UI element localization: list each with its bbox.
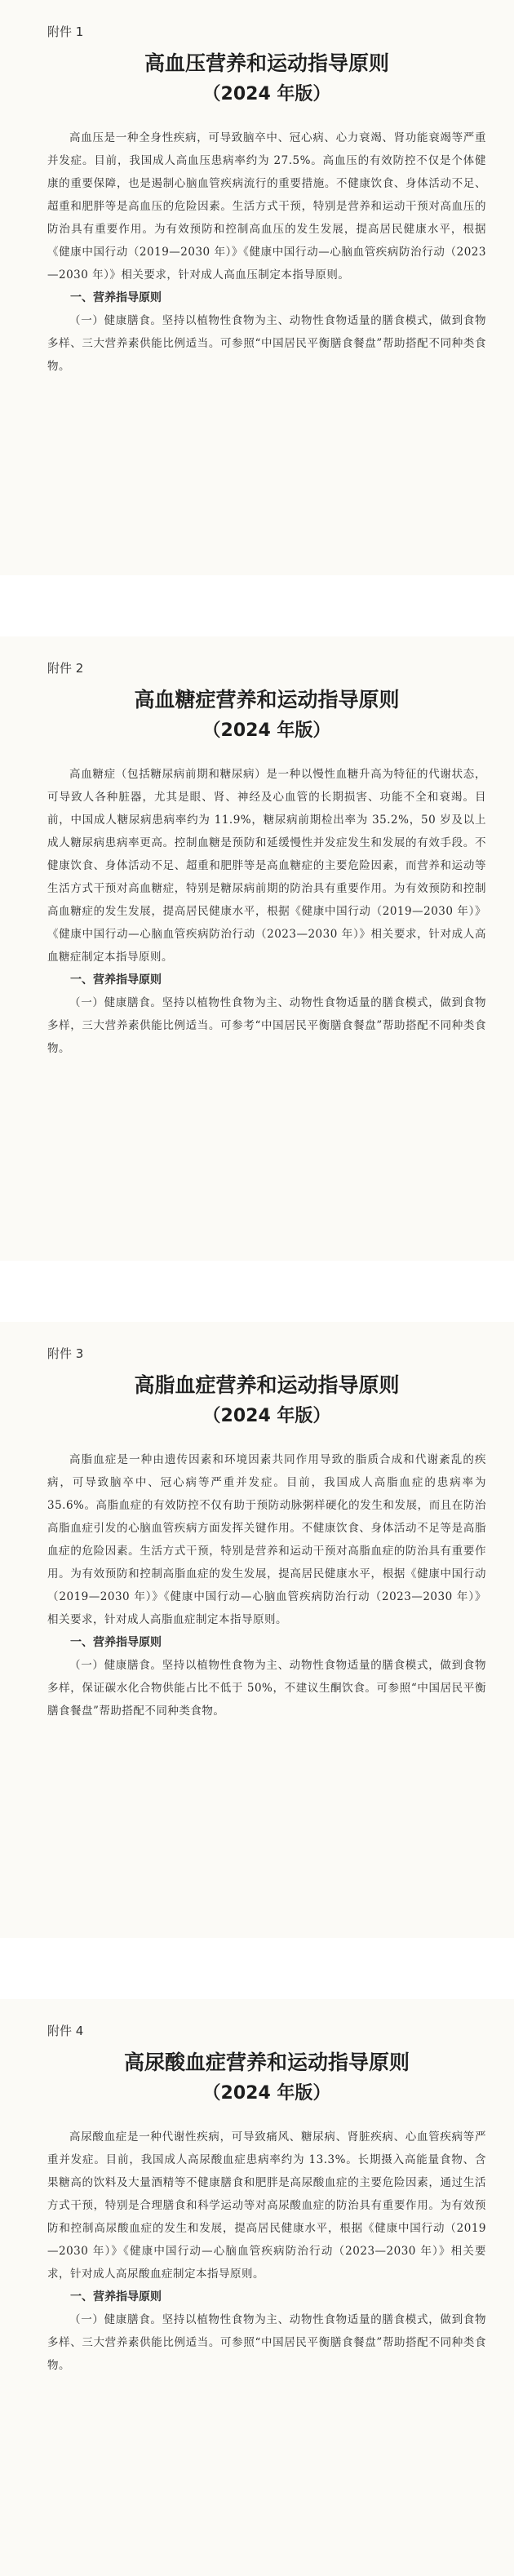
document-subtitle: （2024 年版） xyxy=(202,2083,331,2104)
document-title: 高脂血症营养和运动指导原则 xyxy=(134,1373,400,1397)
document-page-2 xyxy=(0,636,514,1261)
page-gap xyxy=(0,1938,514,1999)
diet-item: （一）健康膳食。坚持以植物性食物为主、动物性食物适量的膳食模式，做到食物多样、三大营养素供能比例适当。可参照“中国居民平衡膳食餐盘”帮助搭配不同种类食物。 xyxy=(47,314,486,373)
attachment-label: 附件 3 xyxy=(47,1346,84,1361)
section-heading: 一、营养指导原则 xyxy=(70,1636,162,1649)
intro-paragraph: 高血糖症（包括糖尿病前期和糖尿病）是一种以慢性血糖升高为特征的代谢状态，可导致人各种脏器，尤其是眼、肾、神经及心血管的长期损害、功能不全和衰竭。目前，中国成人糖尿病患病率约为 11.9%，糖尿病前期检出率为 35.2%，50 岁及以上成人糖尿病患病率更高。控制血糖是预防和延缓慢性并发症发生和发展的有效手段。不健康饮食、身体活动不足、超重和肥胖等是高血糖症的主要危险因素，而营养和运动等生活方式干预对高血糖症，特别是糖尿病前期的防治具有重要作用。为有效预防和控制高血糖症的发生发展，提高居民健康水平，根据《健康中国行动（2019—2030 年）》《健康中国行动—心脑血管疾病防治行动（2023—2030 年）》相关要求，针对成人高血糖症制定本指导原则。 xyxy=(47,768,486,964)
intro-paragraph: 高脂血症是一种由遗传因素和环境因素共同作用导致的脂质合成和代谢紊乱的疾病，可导致脑卒中、冠心病等严重并发症。目前，我国成人高脂血症的患病率为 35.6%。高脂血症的有效防控不仅有助于预防动脉粥样硬化的发生和发展，而且在防治高脂血症引发的心脑血管疾病方面发挥关键作用。不健康饮食、身体活动不足等是高脂血症的危险因素。生活方式干预，特别是营养和运动干预对高脂血症的防治具有重要作用。为有效预防和控制高脂血症的发生发展，提高居民健康水平，根据《健康中国行动（2019—2030 年）》《健康中国行动—心脑血管疾病防治行动（2023—2030 年）》相关要求，针对成人高脂血症制定本指导原则。 xyxy=(47,1453,486,1626)
attachment-label: 附件 2 xyxy=(47,661,84,676)
document-page-4 xyxy=(0,1999,514,2576)
diet-item: （一）健康膳食。坚持以植物性食物为主、动物性食物适量的膳食模式，做到食物多样、三大营养素供能比例适当。可参照“中国居民平衡膳食餐盘”帮助搭配不同种类食物。 xyxy=(47,2313,486,2372)
document-subtitle: （2024 年版） xyxy=(202,1406,331,1426)
document-title: 高血压营养和运动指导原则 xyxy=(144,51,389,75)
diet-item: （一）健康膳食。坚持以植物性食物为主、动物性食物适量的膳食模式，做到食物多样，三大营养素供能比例适当。可参考“中国居民平衡膳食餐盘”帮助搭配不同种类食物。 xyxy=(47,996,486,1055)
document-subtitle: （2024 年版） xyxy=(202,720,331,741)
diet-item: （一）健康膳食。坚持以植物性食物为主、动物性食物适量的膳食模式，做到食物多样，保证碳水化合物供能占比不低于 50%，不建议生酮饮食。可参照“中国居民平衡膳食餐盘”帮助搭配不同种类食物。 xyxy=(47,1659,486,1718)
document-page-1 xyxy=(0,0,514,575)
document-title: 高血糖症营养和运动指导原则 xyxy=(134,688,400,712)
document-page-3 xyxy=(0,1322,514,1938)
section-heading: 一、营养指导原则 xyxy=(70,291,162,304)
intro-paragraph: 高血压是一种全身性疾病，可导致脑卒中、冠心病、心力衰竭、肾功能衰竭等严重并发症。目前，我国成人高血压患病率约为 27.5%。高血压的有效防控不仅是个体健康的重要保障，也是遏制心脑血管疾病流行的重要措施。不健康饮食、身体活动不足、超重和肥胖等是高血压的危险因素。生活方式干预，特别是营养和运动干预对高血压的防治具有重要作用。为有效预防和控制高血压的发生发展，提高居民健康水平，根据《健康中国行动（2019—2030 年）》《健康中国行动—心脑血管疾病防治行动（2023—2030 年）》相关要求，针对成人高血压制定本指导原则。 xyxy=(47,131,486,282)
page-gap xyxy=(0,1261,514,1322)
document-subtitle: （2024 年版） xyxy=(202,84,331,104)
page-gap xyxy=(0,575,514,636)
section-heading: 一、营养指导原则 xyxy=(70,2290,162,2303)
intro-paragraph: 高尿酸血症是一种代谢性疾病，可导致痛风、糖尿病、肾脏疾病、心血管疾病等严重并发症。目前，我国成人高尿酸血症患病率约为 13.3%。长期摄入高能量食物、含果糖高的饮料及大量酒精等不健康膳食和肥胖是高尿酸血症的主要危险因素，通过生活方式干预，特别是合理膳食和科学运动等对高尿酸血症的防治具有重要作用。为有效预防和控制高尿酸血症的发生和发展，提高居民健康水平，根据《健康中国行动（2019—2030 年）》《健康中国行动—心脑血管疾病防治行动（2023—2030 年）》相关要求，针对成人高尿酸血症制定本指导原则。 xyxy=(47,2130,486,2281)
attachment-label: 附件 1 xyxy=(47,24,84,39)
attachment-label: 附件 4 xyxy=(47,2024,84,2038)
document-title: 高尿酸血症营养和运动指导原则 xyxy=(123,2051,410,2074)
section-heading: 一、营养指导原则 xyxy=(70,973,162,987)
